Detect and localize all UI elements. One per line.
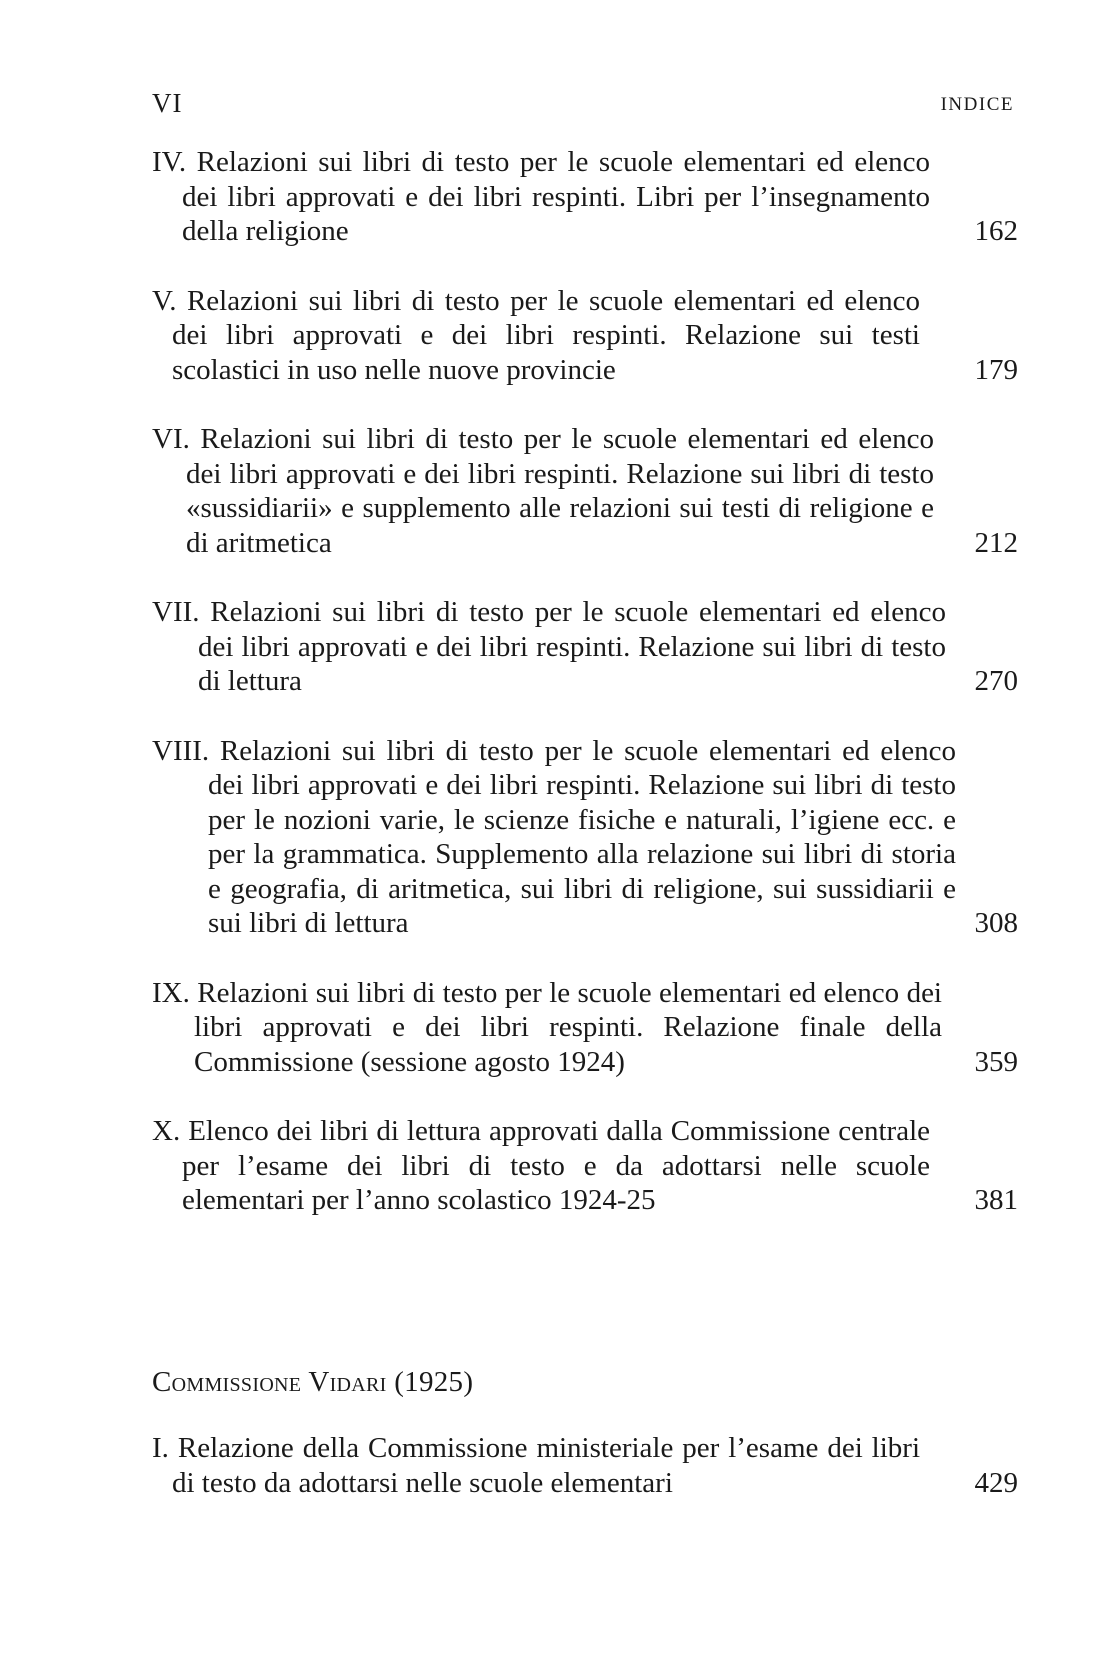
toc-entry-page: 162	[974, 215, 1018, 247]
table-of-contents	[152, 145, 1018, 1253]
toc-entry-page: 308	[974, 907, 1018, 939]
toc-entry	[152, 284, 1018, 388]
toc-entry-page: 381	[974, 1184, 1018, 1216]
toc-entry-numeral: IX.	[152, 976, 190, 1009]
toc-entry-text	[152, 1431, 920, 1500]
running-header	[152, 88, 1014, 124]
toc-entry-numeral: VI.	[152, 423, 190, 455]
running-title: INDICE	[940, 94, 1014, 115]
toc-entry-numeral: IV.	[152, 146, 187, 178]
toc-entry-numeral: X.	[152, 1115, 181, 1147]
toc-entry-title: Relazioni sui libri di testo per le scuole elementari ed elenco dei libri approvati e dei libri respinti. Relazione sui libri di testo per le nozioni varie, le scienze fisiche e naturali, l’igiene ecc. e per la grammatica. Supplemento alla relazione sui libri di storia e geografia, di aritmetica, sui libri di religione, sui sussidiarii e sui libri di lettura	[208, 734, 956, 939]
section-heading-name: Commissione Vidari	[152, 1366, 387, 1398]
toc-entry	[152, 1114, 1018, 1218]
toc-entry	[152, 595, 1018, 699]
section-heading-year: (1925)	[394, 1366, 474, 1398]
toc-entry-text	[152, 734, 956, 941]
toc-entry	[152, 422, 1018, 560]
toc-entry-text	[152, 976, 942, 1080]
toc-entry-text	[152, 284, 920, 388]
section-table-of-contents	[152, 1431, 1018, 1535]
toc-entry-title: Relazioni sui libri di testo per le scuole elementari ed elenco dei libri approvati e dei libri respinti. Relazione finale della Commissione (sessione agosto 1924)	[194, 976, 942, 1078]
toc-entry-numeral: VII.	[152, 596, 200, 628]
toc-entry-numeral: V.	[152, 284, 177, 317]
section-heading	[152, 1366, 473, 1399]
toc-entry-title: Relazioni sui libri di testo per le scuole elementari ed elenco dei libri approvati e dei libri respinti. Relazione sui libri di testo «sussidiarii» e supplemento alle relazioni sui testi di religione e di aritmetica	[186, 423, 935, 559]
toc-entry-title: Relazioni sui libri di testo per le scuole elementari ed elenco dei libri approvati e dei libri respinti. Libri per l’insegnamento della religione	[182, 146, 930, 247]
toc-entry-title: Elenco dei libri di lettura approvati dalla Commissione centrale per l’esame dei libri di testo e da adottarsi nelle scuole elementari per l’anno scolastico 1924-25	[182, 1115, 931, 1216]
toc-entry-text	[152, 145, 930, 249]
toc-entry-text	[152, 595, 946, 699]
toc-entry-title: Relazioni sui libri di testo per le scuole elementari ed elenco dei libri approvati e dei libri respinti. Relazione sui libri di testo di lettura	[198, 596, 946, 697]
toc-entry-page: 212	[974, 526, 1018, 559]
toc-entry-text	[152, 422, 934, 560]
toc-entry-page: 270	[974, 665, 1018, 697]
toc-entry-text	[152, 1114, 930, 1218]
page-number: VI	[152, 88, 183, 118]
toc-entry-title: Relazione della Commissione ministeriale per l’esame dei libri di testo da adottarsi nelle scuole elementari	[172, 1432, 920, 1499]
toc-entry-page: 359	[974, 1045, 1018, 1078]
toc-entry-page: 179	[974, 353, 1018, 386]
toc-entry-title: Relazioni sui libri di testo per le scuole elementari ed elenco dei libri approvati e dei libri respinti. Relazione sui testi scolastici in uso nelle nuove provincie	[172, 284, 920, 386]
toc-entry	[152, 1431, 1018, 1500]
toc-entry	[152, 145, 1018, 249]
toc-entry	[152, 976, 1018, 1080]
toc-entry-numeral: VIII.	[152, 734, 210, 767]
toc-entry-page: 429	[974, 1466, 1018, 1499]
toc-entry-numeral: I.	[152, 1432, 169, 1464]
toc-entry	[152, 734, 1018, 941]
